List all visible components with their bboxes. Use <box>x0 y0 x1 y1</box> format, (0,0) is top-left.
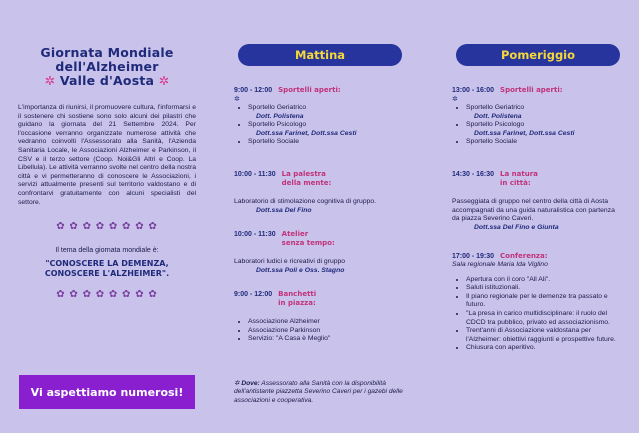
mattina-slot-banchetti: 9:00 - 12:00 Banchetti in piazza: • Associazione Alzheimer • Associazione Parkinson • Servizio: "A Casa è Meglio" <box>234 290 404 344</box>
location-note: ✲ Dove: Assessorato alla Sanità con la disponibilità dell'antistante piazzetta Severino Caveri per i gazebi delle associazioni e cooperativa. <box>234 380 403 404</box>
sparkle-icon: ✲ <box>158 73 170 88</box>
theme-title: "CONOSCERE LA DEMENZA, CONOSCERE L'ALZHEIMER". <box>44 259 170 279</box>
intro-column <box>18 0 196 300</box>
flower-divider: ✿ ✿ ✿ ✿ ✿ ✿ ✿ ✿ <box>56 221 158 233</box>
pomeriggio-header: Pomeriggio <box>456 44 620 66</box>
mattina-slot-palestra: 10:00 - 11:30 La palestra della mente: Laboratorio di stimolazione cognitiva di gruppo. Dott.ssa Del Fino <box>234 170 377 214</box>
gear-icon: ✲ <box>234 380 240 387</box>
gear-icon: ✲ <box>452 96 458 103</box>
pomeriggio-slot-sportelli: 13:00 - 16:00 Sportelli aperti: ✲ • Sportello Geriatrico Dott. Polistena • Sportello Psicologo Dott.ssa Farinet, Dott.ssa Cesti • Sportello Sociale <box>452 86 622 147</box>
pomeriggio-slot-natura: 14:30 - 16:30 La natura in città: Passeggiata di gruppo nel centro della città di Aosta accompagnati da una guida naturalistica con partenza da piazza Severino Caveri. Dott.ssa Del Fino e Giunta <box>452 170 615 231</box>
mattina-slot-sportelli: 9:00 - 12:00 Sportelli aperti: ✲ • Sportello Geriatrico Dott. Polistena • Sportello Psicologo Dott.ssa Farinet, Dott.ssa Cesti • Sportello Sociale <box>234 86 404 147</box>
sparkle-icon: ✲ <box>44 73 56 88</box>
mattina-header: Mattina <box>238 44 402 66</box>
flower-divider: ✿ ✿ ✿ ✿ ✿ ✿ ✿ ✿ <box>56 289 158 301</box>
event-title: Giornata Mondiale dell'Alzheimer ✲ Valle d'Aosta ✲ <box>40 45 174 88</box>
cta-banner: Vi aspettiamo numerosi! <box>19 375 195 409</box>
mattina-slot-atelier: 10:00 - 11:30 Atelier senza tempo: Laboratori ludici e ricreativi di gruppo Dott.ssa Poli e Oss. Stagno <box>234 230 346 274</box>
theme-label: Il tema della giornata mondiale è: <box>55 247 159 255</box>
gear-icon: ✲ <box>234 96 240 103</box>
pomeriggio-slot-conferenza: 17:00 - 19:30 Conferenza: Sala regionale Maria Ida Viglino • Apertura con il coro "All Ali". • Saluti istituzionali. • Il piano regionale per le demenze tra passato e futuro. • "La presa in carico multidisciplinare: il ruolo del CDCD tra pubblico, privato ed associazionismo. • Trent'anni di Associazione valdostana per l'Alzheimer: obiettivi raggiunti e prospettive future. • Chiusura con aperitivo. <box>452 252 622 353</box>
intro-paragraph: L'importanza di riunirsi, il promuovere cultura, l'informarsi e il sostenere chi sostiene sono solo alcuni dei pilastri che guidano la giornata del 21 Settembre 2024. Per l'occasione verranno organizzate numerose attività che vedranno coinvolti l'Assessorato alla Sanità, l'Azienda Sanitaria Locale, le Associazioni Alzheimer e Parkinson, il CSV e il terzo settore (Coop. Noi&Gli Altri e Coop. La Libellula). Le attività verranno svolte nel centro della nostra città e vi permetteranno di conoscere le Associazioni, i servizi attualmente presenti sul territorio valdostano e di confrontarvi gratuitamente con alcuni specialisti del settore. <box>18 104 196 206</box>
